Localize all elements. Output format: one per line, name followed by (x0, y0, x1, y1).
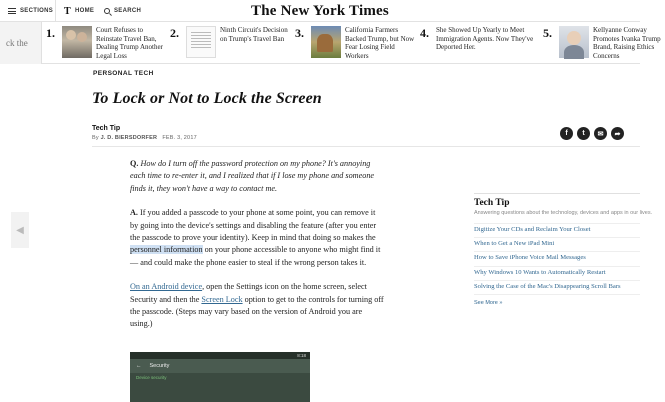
top-bar (0, 0, 640, 22)
header-divider (92, 146, 640, 147)
hamburger-icon (8, 8, 16, 14)
article-body (130, 158, 385, 343)
ribbon-headline: California Farmers Backed Trump, but Now Fear Losing Field Workers (345, 26, 415, 60)
sidebar-link[interactable]: Why Windows 10 Wants to Automatically Restart (474, 266, 640, 280)
ribbon-headline: Kellyanne Conway Promotes Ivanka Trump Brand, Raising Ethics Concerns (593, 26, 661, 60)
sidebar-link[interactable]: How to Save iPhone Voice Mail Messages (474, 251, 640, 265)
publish-date: FEB. 3, 2017 (162, 135, 197, 141)
byline-prefix: By (92, 135, 99, 141)
answer-paragraph (130, 207, 385, 269)
sidebar-link[interactable]: Digitize Your CDs and Reclaim Your Closet (474, 223, 640, 237)
ribbon-thumbnail (62, 26, 92, 58)
ribbon-item[interactable] (46, 22, 168, 64)
search-icon (104, 8, 110, 14)
ribbon-item[interactable] (420, 22, 536, 64)
sidebar-link[interactable]: When to Get a New iPad Mini (474, 237, 640, 251)
android-settings-screenshot (130, 352, 310, 402)
sections-label: SECTIONS (20, 8, 54, 14)
settings-title: Security (149, 363, 170, 369)
share-icon[interactable]: ➦ (611, 127, 624, 140)
status-bar-time: 8:18 (130, 352, 310, 359)
ribbon-number: 3. (295, 26, 304, 40)
home-label: HOME (74, 8, 95, 14)
settings-section-label: Device security (136, 375, 167, 380)
section-kicker[interactable]: PERSONAL TECH (93, 70, 154, 77)
ribbon-thumbnail (311, 26, 341, 58)
search-button[interactable] (104, 0, 141, 22)
nyt-t-logo-icon: T (64, 5, 71, 17)
facebook-icon[interactable]: f (560, 127, 573, 140)
screen-lock-link[interactable]: Screen Lock (201, 294, 243, 304)
share-tools (560, 127, 624, 140)
sidebar-link[interactable]: Solving the Case of the Mac's Disappearing Scroll Bars (474, 280, 640, 294)
android-text-mid: , open the Settings icon on the home screen, select Security and then the (130, 282, 367, 304)
story-ribbon (0, 22, 661, 64)
search-label: SEARCH (114, 8, 142, 14)
chevron-left-icon: ◀ (16, 224, 24, 236)
previous-article-arrow[interactable] (11, 212, 29, 248)
ribbon-headline: She Showed Up Yearly to Meet Immigration Agents. Now They've Deported Her. (436, 26, 534, 52)
byline (92, 135, 632, 141)
author-name[interactable]: J. D. BIERSDORFER (100, 135, 158, 141)
answer-text-after: on your phone accessible to anyone who might find it — and could make the phone easier to steal if the wrong person takes it. (130, 245, 381, 267)
ribbon-item[interactable] (543, 22, 665, 64)
ribbon-thumbnail (559, 26, 589, 58)
tech-tip-sidebar (474, 193, 653, 307)
question-text: How do I turn off the password protection on my phone? It's annoying each time to re-enter it, and I realized that if I lose my phone and someone finds it, they won't have a way to contact me. (130, 159, 375, 193)
ribbon-thumbnail (186, 26, 216, 58)
see-more-link[interactable]: See More » (474, 294, 640, 306)
column-name[interactable]: Tech Tip (92, 125, 121, 132)
android-paragraph (130, 281, 385, 331)
article-headline: To Lock or Not to Lock the Screen (92, 90, 322, 107)
ribbon-item[interactable] (170, 22, 292, 64)
ribbon-number: 4. (420, 26, 429, 40)
sidebar-rule (474, 193, 640, 194)
ribbon-prev-text: ck the (6, 38, 28, 48)
sections-button[interactable] (0, 0, 56, 22)
ribbon-headline: Court Refuses to Reinstate Travel Ban, Dealing Trump Another Legal Loss (96, 26, 163, 60)
ribbon-item[interactable] (295, 22, 417, 64)
ribbon-prev-story[interactable] (0, 22, 42, 64)
ribbon-headline: Ninth Circuit's Decision on Trump's Travel Ban (220, 26, 288, 43)
android-device-link[interactable]: On an Android device (130, 282, 203, 292)
sidebar-title[interactable]: Tech Tip (474, 198, 510, 208)
answer-text-before: If you added a passcode to your phone at some point, you can remove it by going into the device's settings and disabling the feature (after you enter the passcode to prove your identity). Keep in mind that doing so makes the (130, 208, 377, 243)
byline-block (92, 125, 632, 143)
masthead-logo[interactable]: The New York Times (251, 3, 389, 19)
email-icon[interactable]: ✉ (594, 127, 607, 140)
android-text-after: option to get to the controls for turning off the passcode. (Steps may vary based on the version of Android you are using.) (130, 294, 384, 329)
a-label: A. (130, 208, 138, 218)
ribbon-number: 1. (46, 26, 55, 40)
twitter-icon[interactable]: t (577, 127, 590, 140)
back-arrow-icon: ← (136, 363, 142, 369)
q-label: Q. (130, 159, 139, 168)
sidebar-description: Answering questions about the technology, devices and apps in our lives. (474, 210, 653, 216)
selected-text[interactable]: personnel information (130, 245, 203, 255)
ribbon-number: 5. (543, 26, 552, 40)
settings-app-bar (130, 359, 310, 373)
ribbon-number: 2. (170, 26, 179, 40)
home-button[interactable] (64, 0, 94, 22)
question-paragraph (130, 158, 385, 195)
